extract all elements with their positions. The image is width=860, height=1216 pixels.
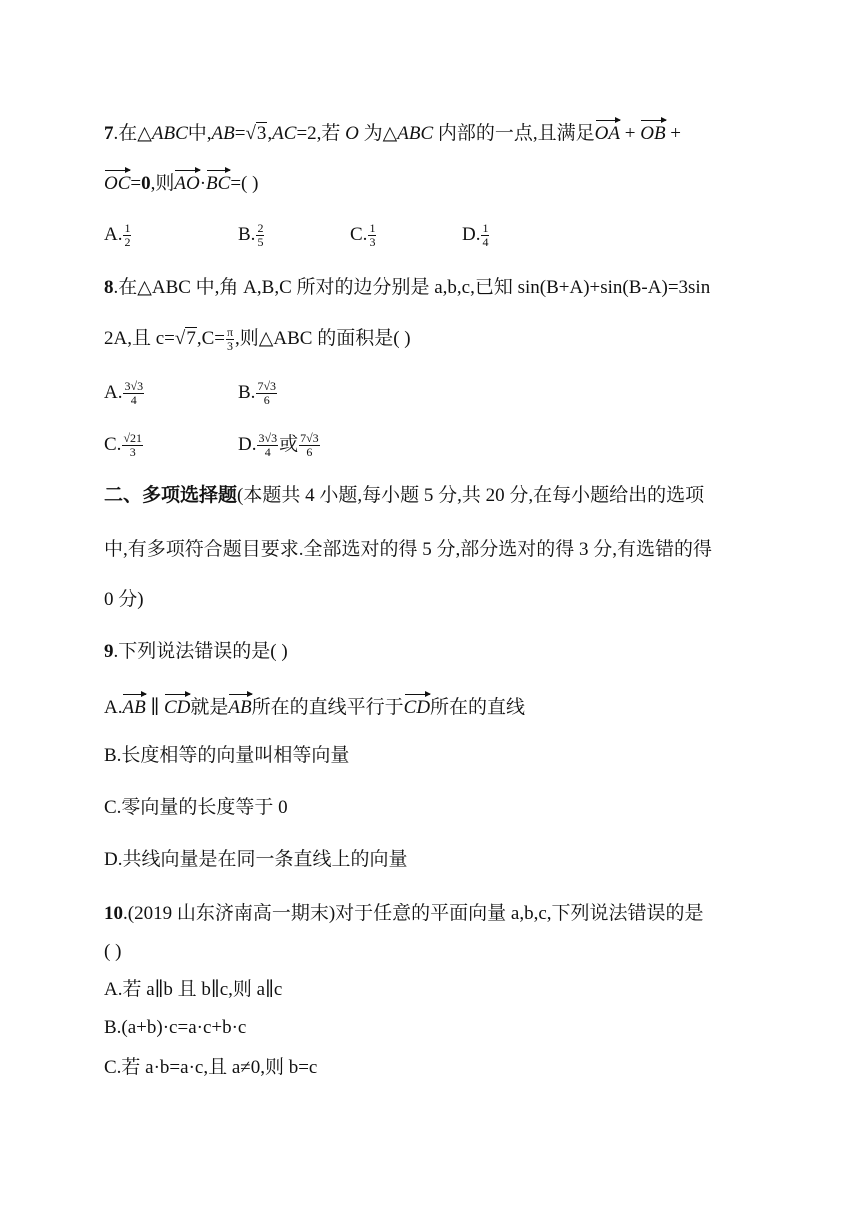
- section2-line2: 中,有多项符合题目要求.全部选对的得 5 分,部分选对的得 3 分,有选错的得: [104, 539, 713, 560]
- vector-oc: OC: [104, 168, 130, 196]
- q8-line2: 2A,且 c=√7,C= $\frac{\pi}{3}$ ,则△ABC 的面积是( ): [104, 325, 411, 353]
- q8-line1: 8.在△ABC 中,角 A,B,C 所对的边分别是 a,b,c,已知 sin(B+A)+sin(B-A)=3sin: [104, 277, 711, 298]
- q8-option-c[interactable]: C. $\frac{√21}{3}$: [104, 431, 143, 459]
- section2-line3: 0 分): [104, 589, 144, 610]
- q7-line2: OC=0,则AO·BC=( ): [104, 168, 258, 196]
- section-heading: 二、多项选择题: [104, 485, 238, 506]
- q9-option-d[interactable]: D.共线向量是在同一条直线上的向量: [104, 849, 408, 870]
- q7-line1: 7.在△ABC中,AB=√3,AC=2,若 O 为△ABC 内部的一点,且满足OA + OB +: [104, 118, 681, 146]
- vector-ob: OB: [640, 118, 665, 146]
- vector-oa: OA: [595, 118, 620, 146]
- q9-option-b[interactable]: B.长度相等的向量叫相等向量: [104, 745, 350, 766]
- q7-number: 7: [104, 123, 114, 144]
- q9-option-c[interactable]: C.零向量的长度等于 0: [104, 797, 288, 818]
- vector-ao: AO: [174, 168, 199, 196]
- sqrt-symbol: √3: [245, 123, 267, 144]
- q9-stem: 9.下列说法错误的是( ): [104, 641, 288, 662]
- q10-stem: 10.(2019 山东济南高一期末)对于任意的平面向量 a,b,c,下列说法错误的是: [104, 903, 704, 924]
- vector-bc: BC: [206, 168, 230, 196]
- q8-option-a[interactable]: A. $\frac{3√3}{4}$: [104, 379, 144, 407]
- q10-option-a[interactable]: A.若 a∥b 且 b∥c,则 a∥c: [104, 979, 283, 1000]
- q10-option-c[interactable]: C.若 a·b=a·c,且 a≠0,则 b=c: [104, 1057, 318, 1078]
- q10-option-b[interactable]: B.(a+b)·c=a·c+b·c: [104, 1017, 247, 1038]
- q10-bracket: ( ): [104, 941, 122, 962]
- q9-option-a[interactable]: A.AB ∥ CD就是AB所在的直线平行于CD所在的直线: [104, 692, 525, 720]
- q7-option-a[interactable]: A. $\frac{1}{2}$: [104, 221, 131, 249]
- q7-option-b[interactable]: B. $\frac{2}{5}$: [238, 221, 264, 249]
- q10-number: 10: [104, 903, 123, 924]
- q8-number: 8: [104, 277, 114, 298]
- q9-number: 9: [104, 641, 114, 662]
- q8-option-d[interactable]: D. $\frac{3√3}{4}$ 或 $\frac{7√3}{6}$: [238, 431, 319, 459]
- q7-option-c[interactable]: C. $\frac{1}{3}$: [350, 221, 376, 249]
- q8-option-b[interactable]: B. $\frac{7√3}{6}$: [238, 379, 277, 407]
- q7-option-d[interactable]: D. $\frac{1}{4}$: [462, 221, 489, 249]
- section2-line1: 二、多项选择题(本题共 4 小题,每小题 5 分,共 20 分,在每小题给出的选项: [104, 485, 705, 506]
